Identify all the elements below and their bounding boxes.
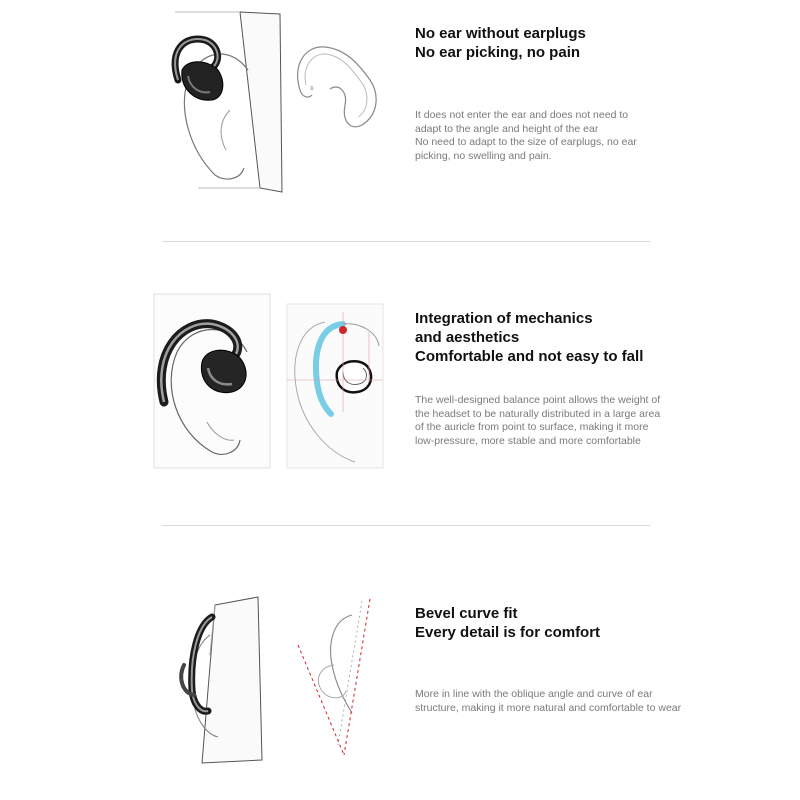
feature-section-bevel-curve — [0, 580, 800, 800]
heading-line: No ear picking, no pain — [415, 44, 581, 61]
body-line: low-pressure, more stable and more comfortable — [415, 434, 641, 447]
section-divider — [162, 525, 650, 526]
heading-line: No ear without earplugs — [415, 25, 586, 42]
section-2-description — [415, 394, 660, 448]
heading-line: Bevel curve fit — [415, 605, 518, 622]
body-line: adapt to the angle and height of the ear — [415, 122, 599, 135]
body-line: No need to adapt to the size of earplugs, no ear — [415, 136, 637, 148]
balance-point-diagram-icon — [285, 302, 385, 470]
bevel-angle-diagram-icon — [292, 595, 377, 760]
earphone-on-ear-sketch-icon — [170, 595, 270, 765]
section-1-description — [415, 109, 637, 163]
body-line: It does not enter the ear and does not need to — [415, 109, 629, 121]
heading-line: Comfortable and not easy to fall — [415, 348, 644, 365]
heading-line: Integration of mechanics — [415, 310, 593, 327]
body-line: structure, making it more natural and comfortable to wear — [415, 701, 682, 714]
earphone-on-ear-sketch-icon — [160, 10, 290, 195]
earphone-outline-sketch-icon — [290, 35, 390, 135]
feature-section-no-earplugs — [0, 0, 800, 240]
body-line: More in line with the oblique angle and curve of ear — [415, 688, 653, 700]
section-divider — [162, 241, 650, 242]
earphone-on-ear-sketch-icon — [152, 292, 272, 470]
heading-line: and aesthetics — [415, 329, 520, 346]
heading-line: Every detail is for comfort — [415, 624, 601, 641]
section-2-heading — [415, 309, 643, 366]
feature-section-mechanics-aesthetics — [0, 280, 800, 520]
body-line: of the auricle from point to surface, making it more — [415, 421, 649, 433]
body-line: The well-designed balance point allows the weight of — [415, 394, 661, 406]
body-line: picking, no swelling and pain. — [415, 149, 552, 162]
svg-text:≡: ≡ — [310, 86, 314, 92]
section-3-description — [415, 688, 681, 715]
section-3-heading — [415, 604, 600, 642]
body-line: the headset to be naturally distributed in a large area — [415, 407, 661, 420]
section-1-heading — [415, 24, 586, 62]
